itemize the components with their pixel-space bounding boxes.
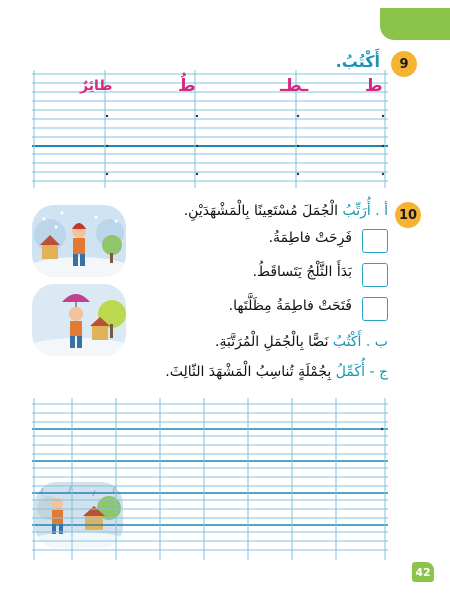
order-box-1[interactable] <box>362 229 388 253</box>
model-letter-isolated: ط <box>365 76 383 96</box>
winter-scene-illustration <box>32 205 126 277</box>
part-c-rest: بِجُمْلَةٍ تُناسِبُ الْمَشْهَدَ الثّالِثَ. <box>165 364 336 380</box>
model-letter-damma: طُ <box>178 76 196 96</box>
part-a-instruction <box>184 203 388 219</box>
chapter-tab <box>380 8 450 40</box>
order-box-3[interactable] <box>362 297 388 321</box>
model-word: طائِرٌ <box>80 78 113 94</box>
exercise-10-number: 10 <box>395 202 421 228</box>
umbrella-scene-illustration <box>32 284 126 356</box>
part-c-instruction <box>165 364 388 380</box>
exercise-9-instruction: أَكْتُبُ. <box>335 52 380 71</box>
sentence-3: فَتَحَتْ فاطِمَةُ مِظَلَّتَها. <box>228 298 352 314</box>
page-number: 42 <box>412 562 434 582</box>
part-a-rest: الْجُمَلَ مُسْتَعِينًا بِالْمَشْهَدَيْنِ. <box>183 203 343 219</box>
part-a-prefix: أ . <box>375 203 388 219</box>
part-b-instruction <box>215 334 388 350</box>
model-letter-medial: ـطـ <box>280 76 309 96</box>
order-box-2[interactable] <box>362 263 388 287</box>
writing-area-10[interactable] <box>32 398 388 560</box>
part-a-verb: أُرَتِّبُ <box>342 203 371 219</box>
exercise-9-number: 9 <box>391 51 417 77</box>
sentence-2: بَدَأَ الثَّلْجُ يَتَساقَطُ. <box>252 264 352 280</box>
part-b-rest: نَصًّا بِالْجُمَلِ الْمُرَتَّبَةِ. <box>215 334 333 350</box>
sentence-1: فَرِحَتْ فاطِمَةُ. <box>268 230 352 246</box>
part-c-prefix: ج - <box>369 364 388 380</box>
part-c-verb: أُكَمِّلُ <box>335 364 365 380</box>
part-b-prefix: ب . <box>365 334 388 350</box>
part-b-verb: أَكْتُبُ <box>332 334 362 350</box>
handwriting-lines-10 <box>32 398 388 560</box>
